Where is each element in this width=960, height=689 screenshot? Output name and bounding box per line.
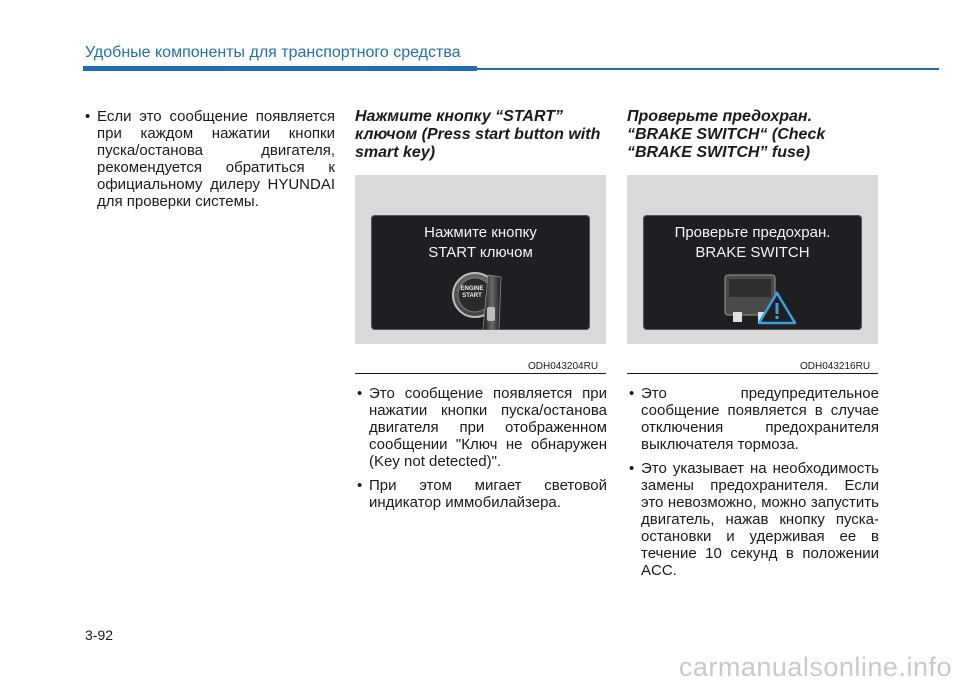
watermark: carmanualsonline.info (678, 652, 952, 682)
warning-triangle-icon (757, 291, 797, 325)
list-item: • Если это сообщение появляется при каждом нажатии кнопки пуска/останова двигателя, рекомендуется обратиться к официальному дилеру HYUNDAI для проверки системы. (83, 108, 335, 210)
header-rule-thin (477, 68, 939, 70)
column-3-body (627, 385, 879, 586)
figure-code: ODH043216RU (800, 361, 871, 372)
column-1 (83, 108, 335, 217)
bullet-list (83, 108, 335, 210)
list-item: • Это предупредительное сообщение появляется в случае отключения предохранителя выключателя тормоза. (627, 385, 879, 453)
section-heading: Нажмите кнопку “START” ключом (Press start button with smart key) (355, 108, 601, 161)
fuse-icon (643, 215, 862, 330)
list-item: • Это сообщение появляется при нажатии кнопки пуска/останова двигателя при отображенном сообщении "Ключ не обнаружен (Key not detected)". (355, 385, 607, 470)
start-button-label: ENGINE START (460, 286, 484, 299)
display-line-1: Проверьте предохран. (674, 224, 831, 241)
section-heading: Проверьте предохран. “BRAKE SWITCH“ (Check “BRAKE SWITCH” fuse) (627, 108, 826, 161)
display-line-1: Нажмите кнопку (424, 224, 537, 241)
list-item: • При этом мигает световой индикатор иммобилайзера. (355, 477, 607, 511)
list-item: • Это указывает на необходимость замены предохранителя. Если это невозможно, можно запустить двигатель, нажав кнопку пуска-остановки и удерживая ее в течение 10 секунд в положении ACC. (627, 460, 879, 579)
figure-start-button (355, 175, 606, 344)
column-2-body (355, 385, 607, 518)
section-title: Удобные компоненты для транспортного средства (85, 44, 461, 61)
figure-rule (627, 373, 878, 374)
display-line-2: START ключом (428, 244, 533, 261)
bullet-list (355, 385, 607, 511)
column-2 (355, 108, 607, 162)
cluster-display (371, 215, 590, 330)
column-3 (627, 108, 879, 162)
cluster-display (643, 215, 862, 330)
figure-brake-fuse (627, 175, 878, 344)
bullet-list (627, 385, 879, 579)
start-button-icon (371, 215, 590, 330)
page-number: 3-92 (85, 627, 114, 643)
header-rule-thick (83, 66, 477, 71)
figure-rule (355, 373, 606, 374)
figure-code: ODH043204RU (528, 361, 599, 372)
display-line-2: BRAKE SWITCH (695, 244, 810, 261)
